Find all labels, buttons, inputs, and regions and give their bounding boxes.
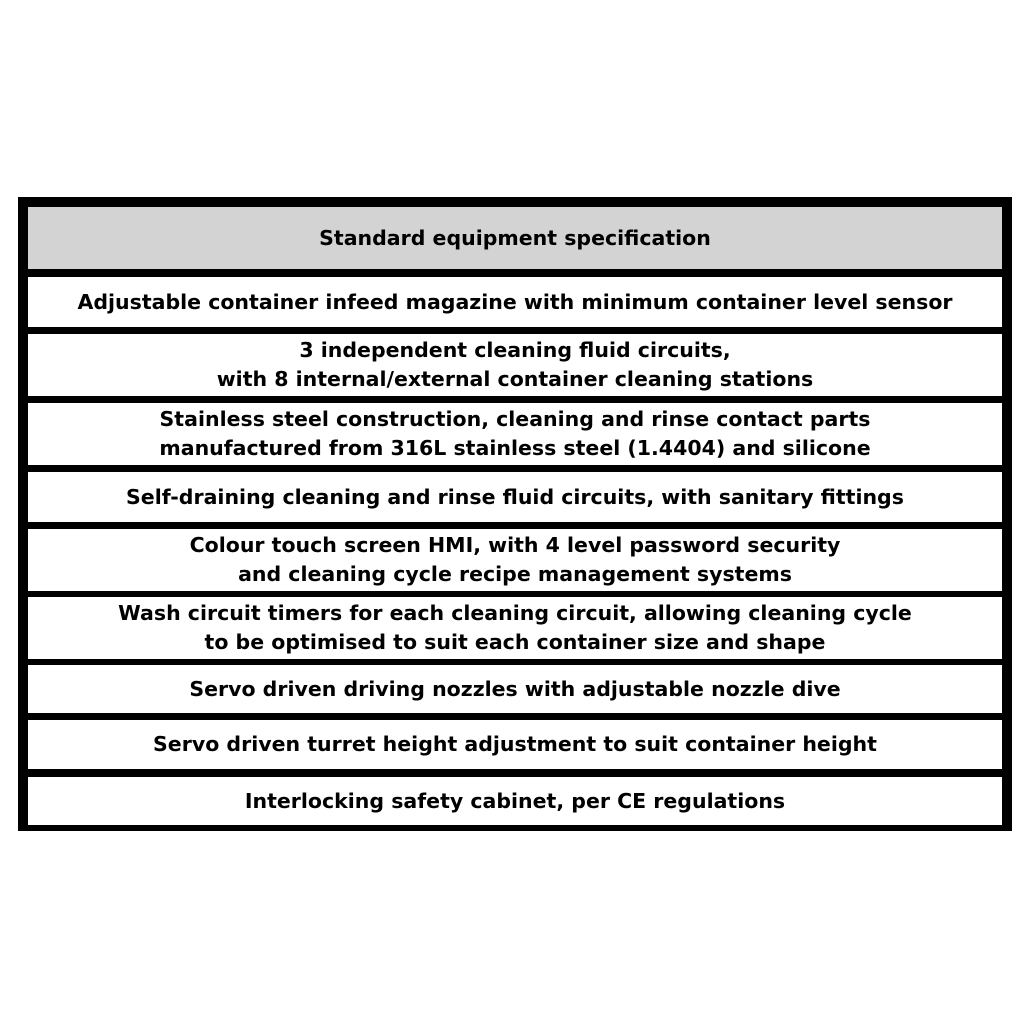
table-header: Standard equipment specification [28,207,1002,269]
table-row: Servo driven turret height adjustment to suit container height [28,720,1002,769]
table-row: Colour touch screen HMI, with 4 level password security and cleaning cycle recipe management systems [28,529,1002,591]
table-row: Servo driven driving nozzles with adjustable nozzle dive [28,665,1002,713]
table-row: 3 independent cleaning fluid circuits, with 8 internal/external container cleaning stations [28,334,1002,396]
table-row: Adjustable container infeed magazine with minimum container level sensor [28,277,1002,327]
spec-table [18,197,1012,831]
table-row: Wash circuit timers for each cleaning circuit, allowing cleaning cycle to be optimised to suit each container size and shape [28,597,1002,659]
table-row: Self-draining cleaning and rinse fluid circuits, with sanitary fittings [28,472,1002,522]
table-row: Interlocking safety cabinet, per CE regulations [28,777,1002,825]
table-row: Stainless steel construction, cleaning and rinse contact parts manufactured from 316L stainless steel (1.4404) and silicone [28,403,1002,465]
